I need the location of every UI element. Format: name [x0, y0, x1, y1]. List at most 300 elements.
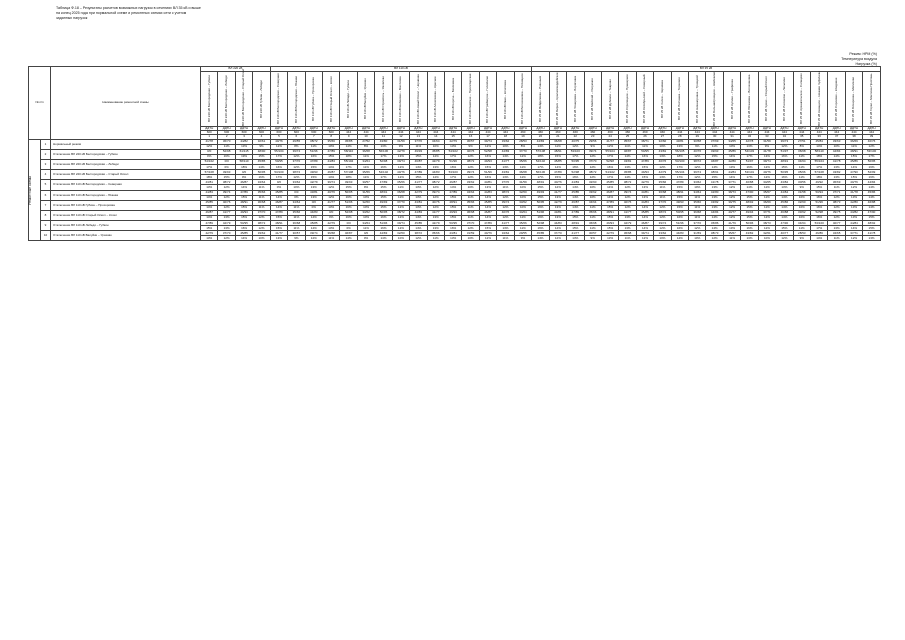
load-value-cell: 36/68 [549, 139, 566, 144]
load-percent-cell: 13% [497, 175, 514, 180]
load-percent-cell: 18% [811, 154, 828, 159]
load-percent-cell: 14% [305, 226, 322, 231]
load-percent-cell: 16% [671, 216, 688, 221]
load-percent-cell: 11% [689, 205, 706, 210]
column-header-label: ВЛ 110 кВ Лебеди – Губкин [346, 80, 351, 118]
load-percent-cell: 0% [340, 226, 357, 231]
load-percent-cell: 16% [811, 205, 828, 210]
load-percent-cell: 16% [340, 195, 357, 200]
load-percent-cell: 11% [689, 195, 706, 200]
load-value-cell: 50/95 [636, 149, 653, 154]
column-index-cell: 11 [375, 135, 392, 139]
load-percent-cell: 14% [340, 236, 357, 241]
load-percent-cell: 16% [776, 154, 793, 159]
load-percent-cell: 15% [601, 216, 618, 221]
load-value-cell: 45/85 [619, 170, 636, 175]
load-value-cell: 46/87 [636, 221, 653, 226]
load-value-cell: 47/89 [410, 170, 427, 175]
load-value-cell: 0/0 [288, 190, 305, 195]
load-value-cell: 52/99 [863, 170, 881, 175]
load-percent-cell: 14% [706, 165, 723, 170]
limit-type-cell: ДДТН [741, 127, 758, 131]
row-number: 10 [41, 231, 51, 241]
limit-type-cell: ДДТН [689, 127, 706, 131]
load-percent-cell: 11% [288, 205, 305, 210]
load-percent-cell: 12% [584, 154, 601, 159]
load-percent-cell: 15% [741, 195, 758, 200]
load-value-cell: 31/59 [392, 139, 409, 144]
load-percent-cell: 16% [375, 216, 392, 221]
load-percent-cell: 18% [201, 175, 218, 180]
load-percent-cell: 16% [863, 165, 881, 170]
column-index-cell: 39 [863, 135, 881, 139]
column-header [723, 72, 740, 127]
load-percent-cell: 12% [723, 205, 740, 210]
load-percent-cell: 12% [723, 195, 740, 200]
load-value-cell: 48/91 [375, 190, 392, 195]
rated-current-cell: 444 [462, 131, 479, 135]
load-percent-cell: 12% [776, 144, 793, 149]
load-value-cell: 42/79 [305, 180, 322, 185]
load-percent-cell: 15% [671, 185, 688, 190]
load-percent-cell: 14% [567, 195, 584, 200]
load-percent-cell: 12% [549, 236, 566, 241]
load-percent-cell: 14% [201, 216, 218, 221]
limit-type-cell: ДДТН [776, 127, 793, 131]
row-group-text: Ремонтные схемы [28, 175, 32, 205]
load-percent-cell: 17% [811, 165, 828, 170]
load-percent-cell: 18% [340, 154, 357, 159]
load-value-cell: 43/81 [201, 180, 218, 185]
load-value-cell: 33/62 [654, 231, 671, 236]
column-header [375, 72, 392, 127]
load-value-cell: 47/89 [567, 210, 584, 215]
column-header [479, 72, 496, 127]
load-value-cell: 42/79 [601, 231, 618, 236]
load-value-cell: 39/74 [758, 159, 775, 164]
column-header [758, 72, 775, 127]
load-percent-cell: 12% [845, 236, 862, 241]
load-percent-cell: 10% [793, 195, 810, 200]
load-percent-cell: 13% [479, 185, 496, 190]
load-value-cell: 45/85 [601, 180, 618, 185]
column-header-label: ВЛ 220 кВ Губкин – Лебеди [258, 80, 263, 118]
limit-type-cell: ДДТН [532, 127, 549, 131]
load-percent-cell: 12% [654, 165, 671, 170]
load-value-cell: 46/87 [479, 210, 496, 215]
load-percent-cell: 15% [741, 216, 758, 221]
load-value-cell: 47/89 [444, 190, 461, 195]
load-percent-cell: 13% [828, 165, 845, 170]
column-header-label: ВЛ 35 кВ Майский – Разумное [590, 78, 595, 120]
load-percent-cell: 12% [584, 175, 601, 180]
load-percent-cell: 10% [462, 236, 479, 241]
load-value-cell: 41/78 [758, 149, 775, 154]
load-value-cell: 53/100 [567, 149, 584, 154]
load-percent-cell: 8% [793, 144, 810, 149]
load-percent-cell: 9% [392, 144, 409, 149]
row-number: 8 [41, 210, 51, 220]
load-percent-cell: 16% [479, 175, 496, 180]
load-value-cell: 40/76 [323, 190, 340, 195]
load-value-cell: 36/68 [288, 221, 305, 226]
load-value-cell: 40/76 [654, 159, 671, 164]
load-percent-cell: 14% [863, 205, 881, 210]
load-percent-cell: 16% [253, 175, 270, 180]
load-value-cell: 46/87 [323, 170, 340, 175]
load-value-cell: 57/108 [340, 170, 357, 175]
load-value-cell: 35/67 [723, 231, 740, 236]
load-value-cell: 39/74 [392, 221, 409, 226]
load-value-cell: 31/59 [462, 231, 479, 236]
load-value-cell: 42/79 [444, 139, 461, 144]
load-percent-cell: 10% [723, 144, 740, 149]
load-percent-cell: 0% [305, 205, 322, 210]
load-value-cell: 41/77 [497, 159, 514, 164]
column-header-label: ВЛ 110 кВ Ивня – Кочетовка [502, 79, 507, 119]
load-percent-cell: 16% [741, 165, 758, 170]
load-percent-cell: 13% [619, 226, 636, 231]
column-header [776, 72, 793, 127]
rated-current-cell: 444 [392, 131, 409, 135]
limit-type-cell: ДДТН [340, 127, 357, 131]
load-percent-cell: 16% [636, 154, 653, 159]
column-index-cell: 18 [497, 135, 514, 139]
load-value-cell: 36/68 [619, 231, 636, 236]
load-percent-cell: 10% [828, 144, 845, 149]
row-group-label [29, 139, 41, 241]
load-value-cell: 44/83 [532, 139, 549, 144]
load-percent-cell: 13% [723, 226, 740, 231]
load-value-cell: 35/66 [323, 139, 340, 144]
load-percent-cell: 11% [253, 205, 270, 210]
load-value-cell: 38/72 [497, 190, 514, 195]
load-value-cell: 47/89 [201, 221, 218, 226]
load-value-cell: 40/77 [723, 210, 740, 215]
load-percent-cell: 9% [514, 236, 532, 241]
load-percent-cell: 18% [811, 175, 828, 180]
load-percent-cell: 12% [689, 175, 706, 180]
column-header [567, 72, 584, 127]
rated-current-cell: 444 [793, 131, 810, 135]
load-value-cell: 38/72 [305, 139, 322, 144]
load-value-cell: 53/100 [671, 159, 688, 164]
load-value-cell: 47/89 [479, 221, 496, 226]
load-percent-cell: 17% [270, 175, 287, 180]
load-value-cell: 41/78 [706, 180, 723, 185]
load-value-cell: 50/95 [235, 221, 252, 226]
load-percent-cell: 12% [689, 154, 706, 159]
load-value-cell: 43/81 [444, 231, 461, 236]
load-percent-cell: 16% [235, 226, 252, 231]
column-index-cell: 26 [636, 135, 653, 139]
column-index-cell: 16 [462, 135, 479, 139]
load-percent-cell: 12% [218, 195, 235, 200]
column-header [845, 72, 862, 127]
load-percent-cell: 13% [828, 226, 845, 231]
load-value-cell: 33/62 [357, 210, 374, 215]
load-percent-cell: 15% [706, 154, 723, 159]
limit-type-cell: ДДТН [619, 127, 636, 131]
load-percent-cell: 14% [497, 154, 514, 159]
load-percent-cell: 15% [741, 205, 758, 210]
load-value-cell: 34/64 [427, 139, 444, 144]
limit-type-cell: ДДТН [706, 127, 723, 131]
load-value-cell: 48/92 [863, 221, 881, 226]
load-value-cell: 40/76 [549, 180, 566, 185]
load-value-cell: 42/79 [323, 221, 340, 226]
load-percent-cell: 13% [201, 236, 218, 241]
limit-type-cell: ДДТН [811, 127, 828, 131]
load-percent-cell: 14% [532, 236, 549, 241]
load-value-cell: 48/90 [253, 149, 270, 154]
load-value-cell: 49/93 [444, 210, 461, 215]
load-percent-cell: 14% [410, 216, 427, 221]
column-header [410, 72, 427, 127]
rated-current-cell: 460 [654, 131, 671, 135]
load-percent-cell: 12% [427, 195, 444, 200]
load-percent-cell: 10% [497, 144, 514, 149]
limit-type-cell: ДДТН [270, 127, 287, 131]
column-index-cell: 29 [689, 135, 706, 139]
load-percent-cell: 11% [462, 216, 479, 221]
load-value-cell: 36/68 [514, 170, 532, 175]
load-value-cell: 45/85 [567, 190, 584, 195]
load-value-cell: 49/93 [532, 190, 549, 195]
load-percent-cell: 15% [549, 154, 566, 159]
load-percent-cell: 14% [375, 236, 392, 241]
row-label: Отключение ВЛ 220 кВ Белгородская – Губкин [51, 149, 201, 159]
load-percent-cell: 10% [288, 185, 305, 190]
load-percent-cell: 12% [323, 185, 340, 190]
load-value-cell: 51/96 [305, 149, 322, 154]
load-value-cell: 52/98 [375, 159, 392, 164]
load-value-cell: 45/86 [845, 159, 862, 164]
load-value-cell: 52/98 [811, 210, 828, 215]
load-percent-cell: 15% [671, 195, 688, 200]
load-percent-cell: 0% [270, 185, 287, 190]
load-percent-cell: 9% [793, 185, 810, 190]
load-percent-cell: 12% [619, 205, 636, 210]
column-index-cell: 31 [723, 135, 740, 139]
rated-current-cell: 600 [235, 131, 252, 135]
load-value-cell: 35/66 [654, 180, 671, 185]
load-value-cell: 46/87 [619, 149, 636, 154]
load-value-cell: 42/79 [654, 170, 671, 175]
load-value-cell: 39/74 [392, 159, 409, 164]
column-header-label: ВЛ 220 кВ Белгородская – Старый Оскол [241, 68, 246, 126]
column-index-cell: 34 [776, 135, 793, 139]
load-value-cell: 30/57 [584, 231, 601, 236]
load-value-cell: 50/94 [811, 190, 828, 195]
load-percent-cell: 16% [567, 165, 584, 170]
load-percent-cell: 12% [706, 236, 723, 241]
load-value-cell: 39/74 [479, 139, 496, 144]
load-value-cell: 40/76 [758, 170, 775, 175]
load-value-cell: 53/100 [270, 170, 287, 175]
load-percent-cell: 11% [514, 226, 532, 231]
column-index-cell: 27 [654, 135, 671, 139]
load-value-cell: 50/96 [741, 221, 758, 226]
load-value-cell: 45/85 [340, 139, 357, 144]
load-percent-cell: 11% [253, 195, 270, 200]
load-percent-cell: 12% [636, 236, 653, 241]
rated-current-cell: 460 [601, 131, 618, 135]
load-percent-cell: 13% [549, 216, 566, 221]
load-percent-cell: 13% [427, 226, 444, 231]
load-percent-cell: 11% [758, 185, 775, 190]
load-value-cell: 49/93 [305, 170, 322, 175]
row-label: Отключение ВЛ 110 кВ Белгородская – Северная [51, 180, 201, 190]
load-percent-cell: 17% [375, 175, 392, 180]
load-percent-cell: 15% [636, 175, 653, 180]
column-header [201, 72, 218, 127]
load-value-cell: 52/98 [479, 149, 496, 154]
load-value-cell: 43/81 [497, 170, 514, 175]
load-value-cell: 53/101 [741, 170, 758, 175]
load-value-cell: 54/102 [201, 159, 218, 164]
column-header-label: ВЛ 35 кВ Никаноровка – Троицкий [694, 75, 699, 123]
load-value-cell: 38/73 [758, 221, 775, 226]
load-percent-cell: 17% [532, 165, 549, 170]
load-value-cell: 37/70 [584, 159, 601, 164]
load-value-cell: 38/72 [253, 221, 270, 226]
load-percent-cell: 11% [706, 144, 723, 149]
load-value-cell: 32/60 [793, 200, 810, 205]
column-index-cell: 35 [793, 135, 810, 139]
load-value-cell: 41/77 [567, 231, 584, 236]
load-percent-cell: 10% [427, 144, 444, 149]
load-value-cell: 55/104 [340, 159, 357, 164]
load-value-cell: 42/80 [723, 159, 740, 164]
load-value-cell: 50/95 [776, 170, 793, 175]
load-value-cell: 45/85 [636, 210, 653, 215]
load-percent-cell: 11% [288, 216, 305, 221]
load-percent-cell: 14% [706, 216, 723, 221]
load-value-cell: 48/91 [567, 221, 584, 226]
load-percent-cell: 17% [601, 154, 618, 159]
load-value-cell: 39/75 [828, 210, 845, 215]
load-value-cell: 38/72 [218, 180, 235, 185]
load-percent-cell: 15% [636, 165, 653, 170]
load-value-cell: 51/96 [340, 200, 357, 205]
column-header-label: ВЛ 110 кВ Алексеевка – Красное [433, 76, 438, 122]
load-value-cell: 48/91 [845, 149, 862, 154]
limit-type-cell: ДДТН [497, 127, 514, 131]
load-percent-cell: 0% [323, 216, 340, 221]
load-percent-cell: 12% [392, 175, 409, 180]
load-percent-cell: 0% [357, 236, 374, 241]
rated-current-cell: 444 [845, 131, 862, 135]
load-value-cell: 35/66 [793, 170, 810, 175]
rated-current-cell: 444 [340, 131, 357, 135]
load-value-cell: 37/70 [253, 210, 270, 215]
load-percent-cell: 13% [410, 185, 427, 190]
load-value-cell: 41/77 [427, 210, 444, 215]
load-value-cell: 44/84 [845, 221, 862, 226]
load-percent-cell: 15% [235, 195, 252, 200]
load-percent-cell: 0% [235, 175, 252, 180]
load-percent-cell: 12% [758, 216, 775, 221]
load-percent-cell: 14% [305, 216, 322, 221]
load-percent-cell: 12% [845, 185, 862, 190]
load-percent-cell: 13% [201, 185, 218, 190]
limit-type-cell: ДДТН [636, 127, 653, 131]
load-value-cell: 50/95 [863, 159, 881, 164]
load-value-cell: 43/82 [741, 231, 758, 236]
load-value-cell: 50/95 [375, 210, 392, 215]
column-header [444, 72, 461, 127]
load-value-cell: 37/70 [288, 159, 305, 164]
load-percent-cell: 10% [357, 195, 374, 200]
load-value-cell: 45/85 [235, 231, 252, 236]
load-value-cell: 45/85 [270, 190, 287, 195]
load-percent-cell: 12% [462, 154, 479, 159]
load-percent-cell: 12% [514, 154, 532, 159]
load-percent-cell: 12% [497, 216, 514, 221]
load-percent-cell: 14% [532, 144, 549, 149]
load-percent-cell: 16% [270, 165, 287, 170]
load-percent-cell: 11% [758, 195, 775, 200]
load-percent-cell: 12% [758, 226, 775, 231]
load-percent-cell: 9% [584, 236, 601, 241]
load-value-cell: 36/68 [462, 210, 479, 215]
column-header [811, 72, 828, 127]
load-percent-cell: 14% [776, 205, 793, 210]
limit-type-cell: ДДТН [584, 127, 601, 131]
rated-current-cell: 460 [532, 131, 549, 135]
load-value-cell: 40/76 [270, 139, 287, 144]
column-header [828, 72, 845, 127]
load-percent-cell: 12% [270, 144, 287, 149]
load-value-cell: 49/92 [811, 180, 828, 185]
load-value-cell: 35/66 [462, 200, 479, 205]
load-value-cell: 44/83 [497, 149, 514, 154]
load-percent-cell: 11% [357, 175, 374, 180]
load-value-cell: 49/93 [479, 159, 496, 164]
load-value-cell: 37/71 [828, 190, 845, 195]
load-percent-cell: 16% [811, 216, 828, 221]
load-value-cell: 46/87 [410, 159, 427, 164]
load-percent-cell: 12% [253, 216, 270, 221]
load-value-cell: 44/84 [706, 210, 723, 215]
limit-type-cell: ДДТН [288, 127, 305, 131]
load-percent-cell: 14% [479, 216, 496, 221]
load-value-cell: 45/86 [723, 149, 740, 154]
load-value-cell: 39/74 [619, 190, 636, 195]
load-percent-cell: 13% [741, 236, 758, 241]
load-percent-cell: 13% [758, 154, 775, 159]
load-percent-cell: 15% [201, 226, 218, 231]
load-value-cell: 34/64 [793, 159, 810, 164]
load-value-cell: 34/64 [357, 221, 374, 226]
load-percent-cell: 14% [270, 195, 287, 200]
load-value-cell: 48/91 [444, 200, 461, 205]
load-value-cell: 51/96 [479, 170, 496, 175]
load-value-cell: 36/69 [828, 180, 845, 185]
load-percent-cell: 8% [514, 144, 532, 149]
column-header-label: ВЛ 35 кВ Архангельское – Солнцево [799, 73, 804, 125]
load-value-cell: 41/77 [497, 221, 514, 226]
load-value-cell: 28/53 [793, 231, 810, 236]
load-percent-cell: 16% [479, 154, 496, 159]
load-percent-cell: 13% [828, 175, 845, 180]
column-header [392, 72, 409, 127]
limit-type-cell: ДДТН [601, 127, 618, 131]
column-header [323, 72, 340, 127]
load-value-cell: 0/0 [218, 159, 235, 164]
load-value-cell: 41/77 [323, 200, 340, 205]
